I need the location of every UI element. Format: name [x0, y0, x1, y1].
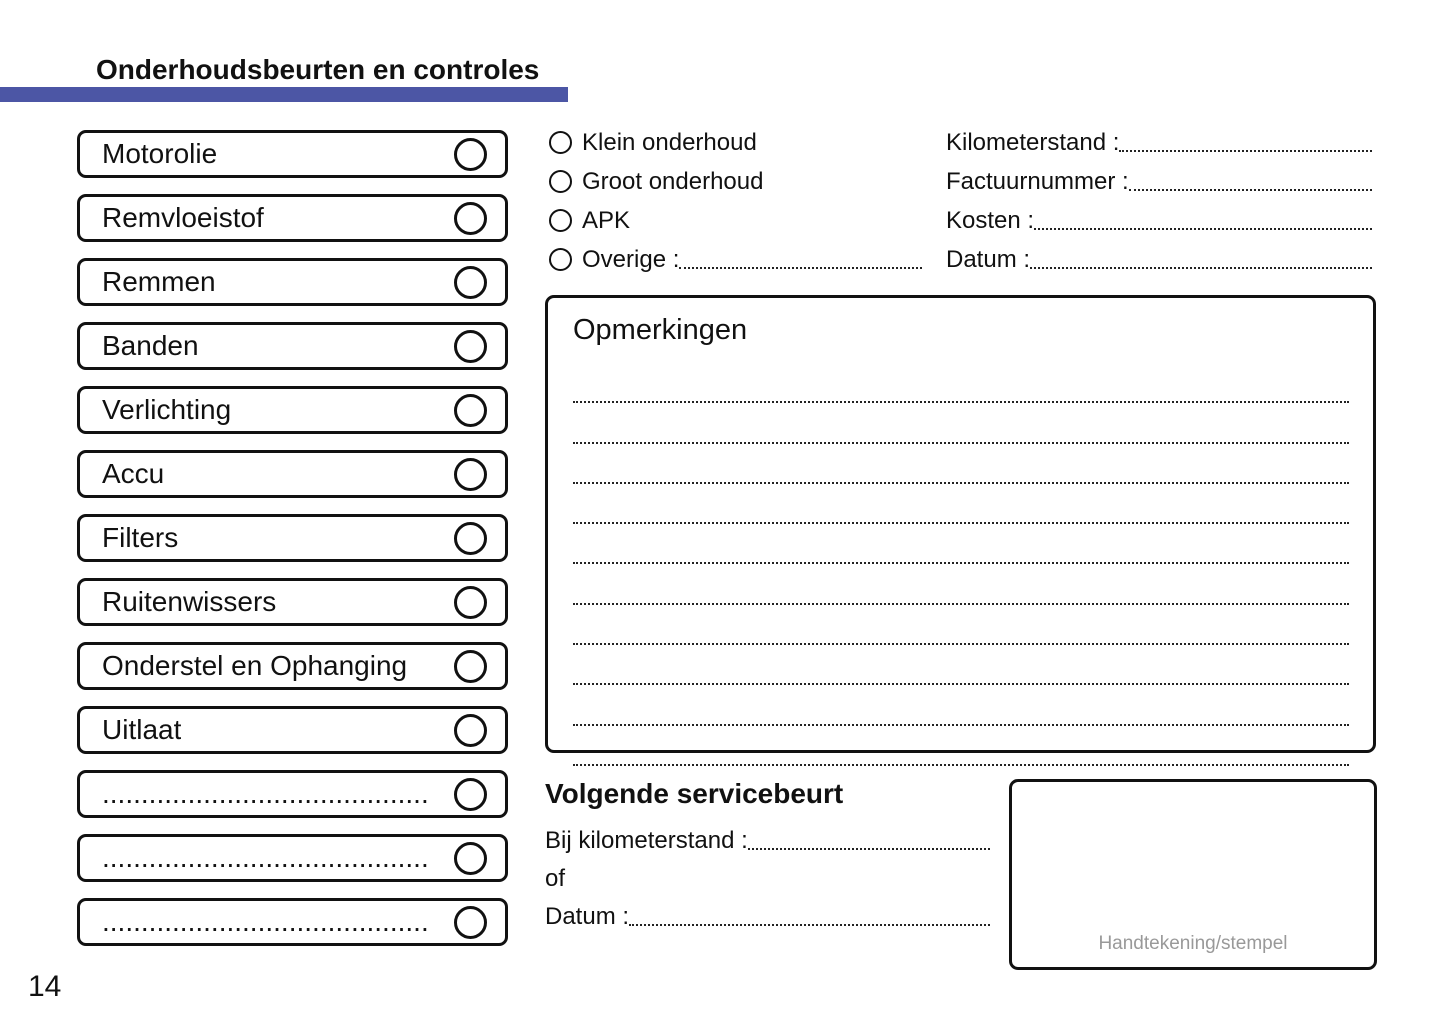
next-service-section — [545, 779, 990, 936]
remarks-line[interactable] — [573, 444, 1349, 484]
overige-dotted-line[interactable] — [679, 267, 922, 269]
checklist-blank-dots[interactable]: .......................................... — [102, 842, 429, 873]
remarks-line[interactable] — [573, 363, 1349, 403]
checklist-row — [77, 194, 508, 242]
radio-circle-icon[interactable] — [549, 131, 572, 154]
invoice-field-row — [946, 162, 1372, 201]
check-circle-icon[interactable] — [454, 522, 487, 555]
radio-circle-icon[interactable] — [549, 170, 572, 193]
next-service-date-row — [545, 898, 990, 936]
remarks-title: Opmerkingen — [573, 314, 748, 346]
invoice-dotted-line[interactable] — [1034, 228, 1372, 230]
checklist-row-blank — [77, 834, 508, 882]
next-service-km-row — [545, 822, 990, 860]
service-type-label: Klein onderhoud — [582, 128, 757, 156]
remarks-box — [545, 295, 1376, 753]
checklist-item-label: Onderstel en Ophanging — [102, 650, 408, 681]
remarks-line[interactable] — [573, 403, 1349, 443]
remarks-lines — [573, 363, 1349, 766]
check-circle-icon[interactable] — [454, 650, 487, 683]
signature-box[interactable] — [1009, 779, 1377, 970]
service-type-label: APK — [582, 206, 631, 234]
checklist-item-label: Ruitenwissers — [102, 586, 277, 617]
checklist-row — [77, 642, 508, 690]
checklist-row — [77, 706, 508, 754]
remarks-line[interactable] — [573, 685, 1349, 725]
remarks-line[interactable] — [573, 524, 1349, 564]
checklist — [77, 130, 508, 962]
check-circle-icon[interactable] — [454, 586, 487, 619]
remarks-line[interactable] — [573, 726, 1349, 766]
invoice-fields — [946, 123, 1372, 279]
remarks-line[interactable] — [573, 484, 1349, 524]
checklist-row-blank — [77, 770, 508, 818]
km-dotted-line[interactable] — [748, 848, 990, 850]
checklist-item-label: Uitlaat — [102, 714, 182, 745]
check-circle-icon[interactable] — [454, 906, 487, 939]
service-type-option — [549, 201, 922, 240]
checklist-row — [77, 386, 508, 434]
invoice-dotted-line[interactable] — [1129, 189, 1372, 191]
next-service-or-row — [545, 860, 990, 898]
checklist-item-label: Motorolie — [102, 138, 218, 169]
page-title: Onderhoudsbeurten en controles — [96, 54, 540, 85]
invoice-field-row — [946, 201, 1372, 240]
date-label: Datum : — [545, 903, 630, 930]
or-label: of — [545, 865, 566, 892]
check-circle-icon[interactable] — [454, 266, 487, 299]
service-type-option — [549, 123, 922, 162]
page-number: 14 — [28, 970, 62, 1003]
checklist-row — [77, 322, 508, 370]
checklist-item-label: Verlichting — [102, 394, 232, 425]
invoice-field-label: Factuurnummer : — [946, 167, 1129, 195]
check-circle-icon[interactable] — [454, 458, 487, 491]
invoice-dotted-line[interactable] — [1030, 267, 1372, 269]
invoice-field-label: Kosten : — [946, 206, 1035, 234]
next-service-title: Volgende servicebeurt — [545, 778, 844, 809]
remarks-line[interactable] — [573, 645, 1349, 685]
service-type-option — [549, 240, 922, 279]
date-dotted-line[interactable] — [629, 924, 990, 926]
radio-circle-icon[interactable] — [549, 248, 572, 271]
check-circle-icon[interactable] — [454, 138, 487, 171]
check-circle-icon[interactable] — [454, 778, 487, 811]
service-type-group — [549, 123, 922, 279]
checklist-row-blank — [77, 898, 508, 946]
checklist-item-label: Remmen — [102, 266, 216, 297]
checklist-item-label: Remvloeistof — [102, 202, 264, 233]
checklist-row — [77, 514, 508, 562]
checklist-blank-dots[interactable]: .......................................... — [102, 778, 429, 809]
checklist-row — [77, 578, 508, 626]
check-circle-icon[interactable] — [454, 330, 487, 363]
checklist-item-label: Filters — [102, 522, 179, 553]
invoice-field-label: Kilometerstand : — [946, 128, 1120, 156]
radio-circle-icon[interactable] — [549, 209, 572, 232]
checklist-item-label: Accu — [102, 458, 165, 489]
service-type-label: Groot onderhoud — [582, 167, 764, 195]
checklist-item-label: Banden — [102, 330, 199, 361]
invoice-field-label: Datum : — [946, 245, 1031, 273]
accent-bar — [0, 87, 568, 102]
checklist-row — [77, 450, 508, 498]
remarks-line[interactable] — [573, 564, 1349, 604]
checklist-row — [77, 258, 508, 306]
invoice-field-row — [946, 240, 1372, 279]
remarks-line[interactable] — [573, 605, 1349, 645]
invoice-dotted-line[interactable] — [1119, 150, 1372, 152]
signature-label: Handtekening/stempel — [1098, 933, 1288, 954]
check-circle-icon[interactable] — [454, 394, 487, 427]
service-type-label: Overige : — [582, 245, 680, 273]
service-type-option — [549, 162, 922, 201]
check-circle-icon[interactable] — [454, 842, 487, 875]
invoice-field-row — [946, 123, 1372, 162]
km-label: Bij kilometerstand : — [545, 827, 748, 854]
checklist-blank-dots[interactable]: .......................................... — [102, 906, 429, 937]
checklist-row — [77, 130, 508, 178]
check-circle-icon[interactable] — [454, 714, 487, 747]
check-circle-icon[interactable] — [454, 202, 487, 235]
